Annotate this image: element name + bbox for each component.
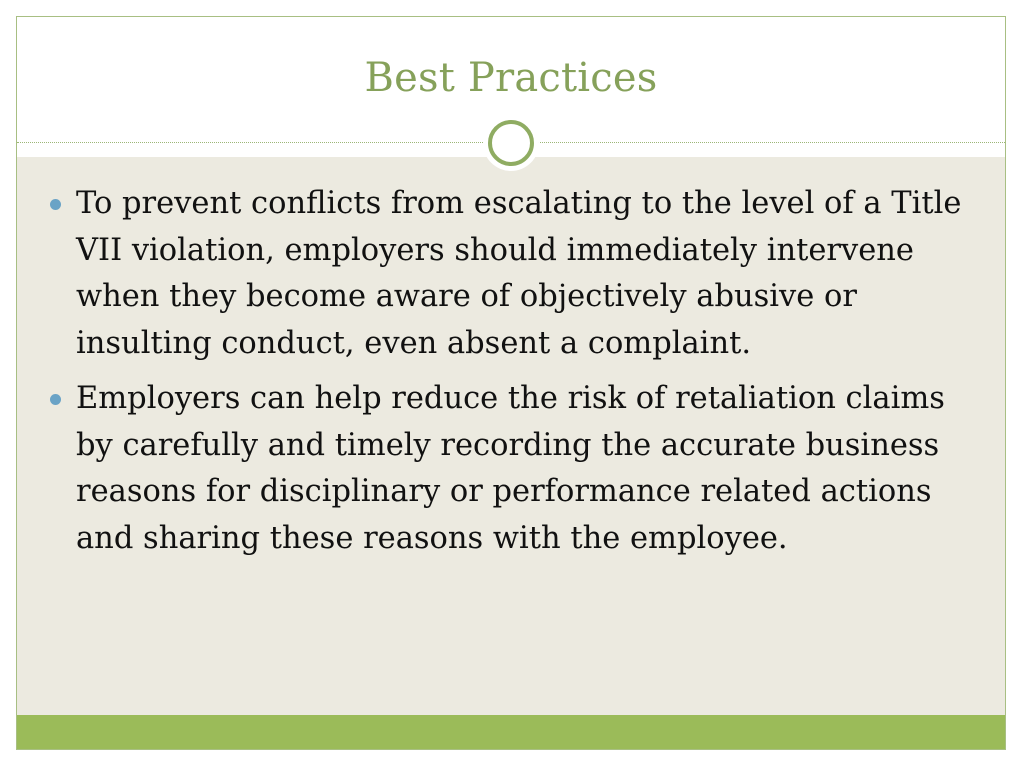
bullet-item xyxy=(49,376,979,562)
bullet-dot-icon xyxy=(50,199,61,210)
slide-title: Best Practices xyxy=(364,55,658,101)
bullet-list xyxy=(49,181,979,571)
slide xyxy=(16,16,1006,750)
footer-bar xyxy=(17,715,1005,749)
circle-ornament-icon xyxy=(483,115,539,171)
bullet-text: To prevent conflicts from escalating to the level of a Title VII violation, employers should immediately intervene when they become aware of objectively abusive or insulting conduct, even absent a complaint. xyxy=(76,186,962,361)
ring-icon xyxy=(488,120,534,166)
bullet-text: Employers can help reduce the risk of retaliation claims by carefully and timely recording the accurate business reasons for disciplinary or performance related actions and sharing these reasons with the employee. xyxy=(76,381,945,556)
bullet-dot-icon xyxy=(50,394,61,405)
bullet-item xyxy=(49,181,979,367)
